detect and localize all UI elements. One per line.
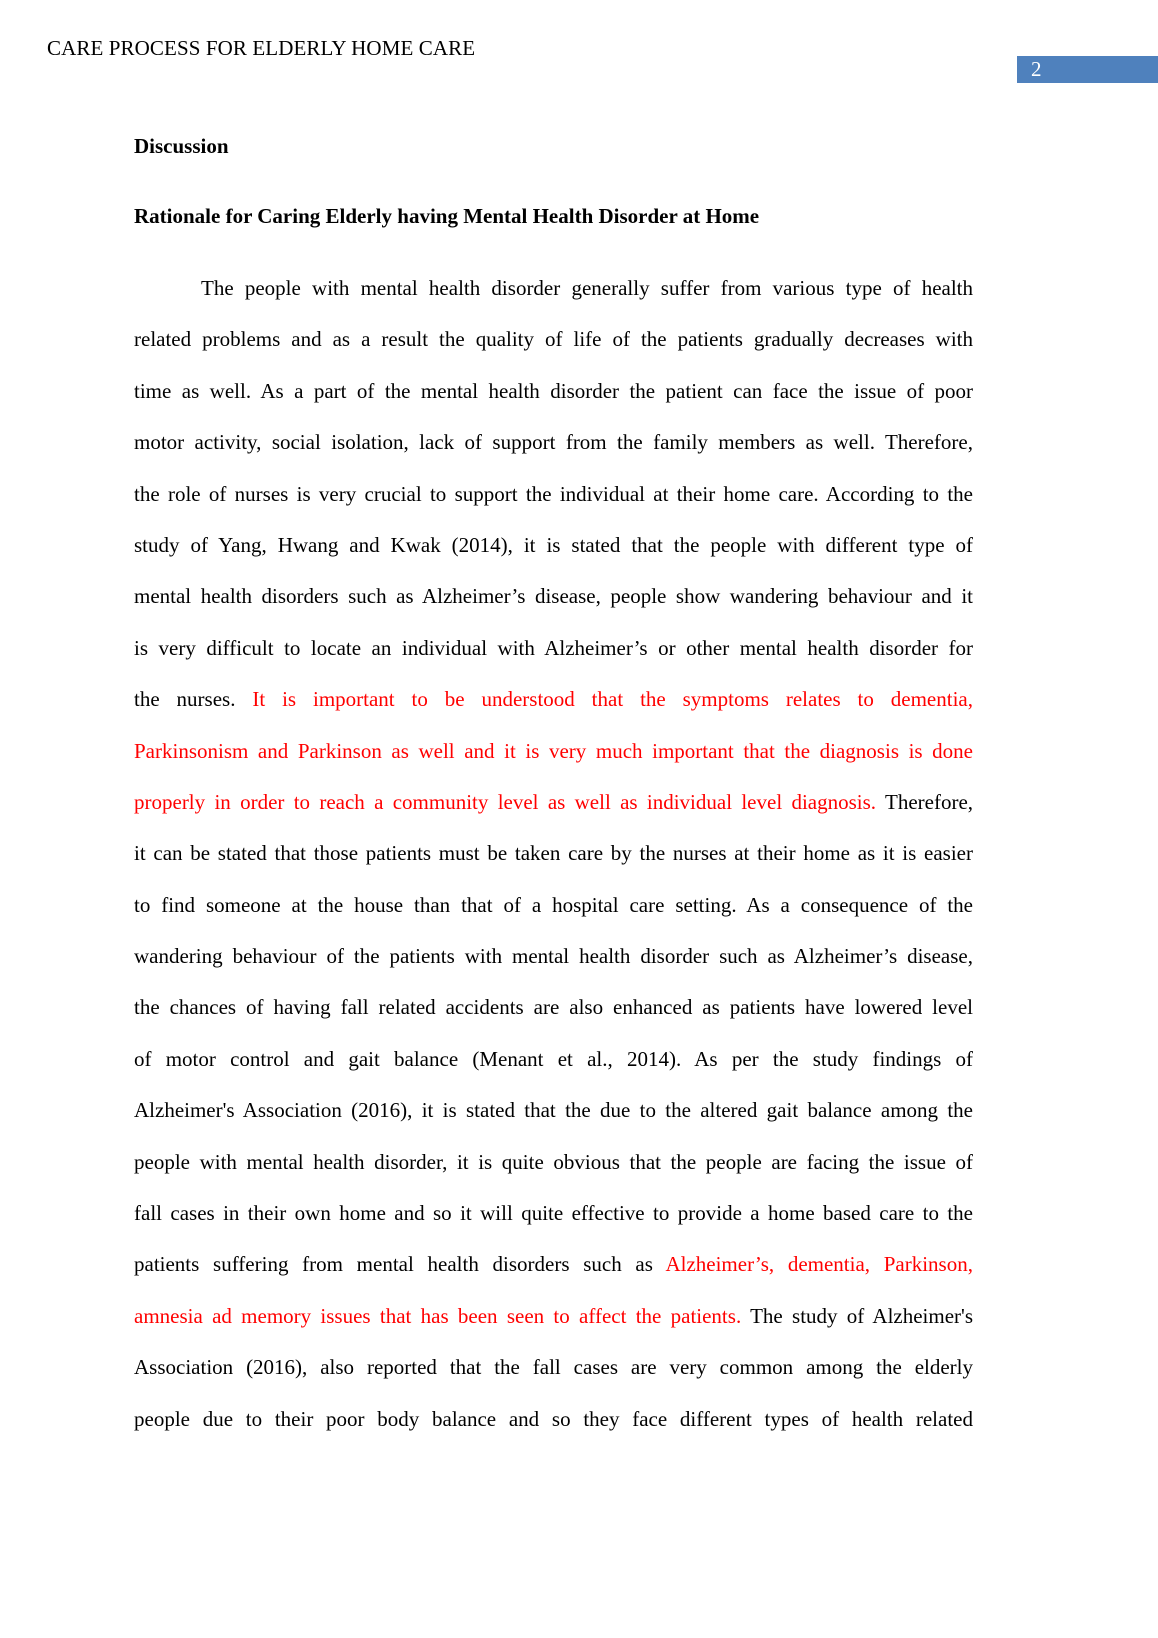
text-segment: time as well. As a part of the mental health disorder the patient can face the issue of poor — [134, 378, 973, 403]
text-line — [134, 1090, 973, 1141]
text-segment: mental health disorders such as Alzheimer’s disease, people show wandering behaviour and it — [134, 584, 973, 609]
text-segment: wandering behaviour of the patients with mental health disorder such as Alzheimer’s disease, — [134, 944, 973, 969]
text-line — [134, 679, 973, 730]
text-line — [134, 474, 973, 525]
text-line — [134, 885, 973, 936]
running-head: CARE PROCESS FOR ELDERLY HOME CARE — [47, 36, 476, 60]
section-heading: Discussion — [134, 134, 229, 158]
text-segment: people with mental health disorder, it is quite obvious that the people are facing the issue of — [134, 1149, 973, 1174]
highlighted-text: It is important to be understood that the symptoms relates to dementia, — [252, 687, 973, 712]
text-segment: related problems and as a result the quality of life of the patients gradually decreases with — [134, 327, 973, 352]
text-line — [134, 731, 973, 782]
text-segment: of motor control and gait balance (Menant et al., 2014). As per the study findings of — [134, 1046, 973, 1071]
text-line — [134, 936, 973, 987]
text-segment: the nurses. — [134, 687, 253, 712]
text-line — [134, 576, 973, 627]
text-line — [134, 371, 973, 422]
text-line — [134, 987, 973, 1038]
text-segment: is very difficult to locate an individual with Alzheimer’s or other mental health disorder for — [134, 635, 973, 660]
text-segment: study of Yang, Hwang and Kwak (2014), it is stated that the people with different type of — [134, 532, 973, 557]
text-segment: Association (2016), also reported that the fall cases are very common among the elderly — [134, 1355, 973, 1380]
text-line — [134, 1039, 973, 1090]
text-line — [134, 782, 973, 833]
text-segment: fall cases in their own home and so it will quite effective to provide a home based care to the — [134, 1201, 973, 1226]
body-paragraph — [134, 268, 973, 1450]
text-line — [134, 1193, 973, 1244]
text-line — [134, 1142, 973, 1193]
text-line — [134, 1399, 973, 1450]
highlighted-text: properly in order to reach a community level as well as individual level diagnosis. — [134, 789, 877, 814]
text-segment: people due to their poor body balance and so they face different types of health related — [134, 1406, 973, 1431]
text-line — [134, 628, 973, 679]
text-line — [134, 1296, 973, 1347]
subsection-heading: Rationale for Caring Elderly having Mental Health Disorder at Home — [134, 204, 760, 228]
text-line — [134, 1244, 973, 1295]
text-segment: Alzheimer's Association (2016), it is stated that the due to the altered gait balance among the — [134, 1098, 973, 1123]
text-line — [134, 422, 973, 473]
text-segment: The people with mental health disorder generally suffer from various type of health — [201, 276, 973, 300]
text-segment: The study of Alzheimer's — [741, 1303, 973, 1328]
text-segment: motor activity, social isolation, lack of support from the family members as well. Therefore, — [134, 430, 973, 455]
highlighted-text: Alzheimer’s, dementia, Parkinson, — [665, 1252, 973, 1277]
text-line — [134, 268, 973, 319]
highlighted-text: amnesia ad memory issues that has been seen to affect the patients. — [134, 1303, 742, 1328]
text-segment: it can be stated that those patients must be taken care by the nurses at their home as it is easier — [134, 841, 973, 866]
highlighted-text: Parkinsonism and Parkinson as well and it is very much important that the diagnosis is done — [134, 738, 973, 763]
text-segment: the chances of having fall related accidents are also enhanced as patients have lowered level — [134, 995, 973, 1020]
text-line — [134, 525, 973, 576]
text-segment: patients suffering from mental health disorders such as — [134, 1252, 666, 1277]
text-segment: Therefore, — [876, 789, 974, 814]
text-line — [134, 1347, 973, 1398]
text-segment: the role of nurses is very crucial to support the individual at their home care. According to the — [134, 481, 973, 506]
page-number: 2 — [1017, 56, 1158, 83]
text-line — [134, 319, 973, 370]
text-segment: to find someone at the house than that of a hospital care setting. As a consequence of the — [134, 892, 973, 917]
text-line — [134, 833, 973, 884]
